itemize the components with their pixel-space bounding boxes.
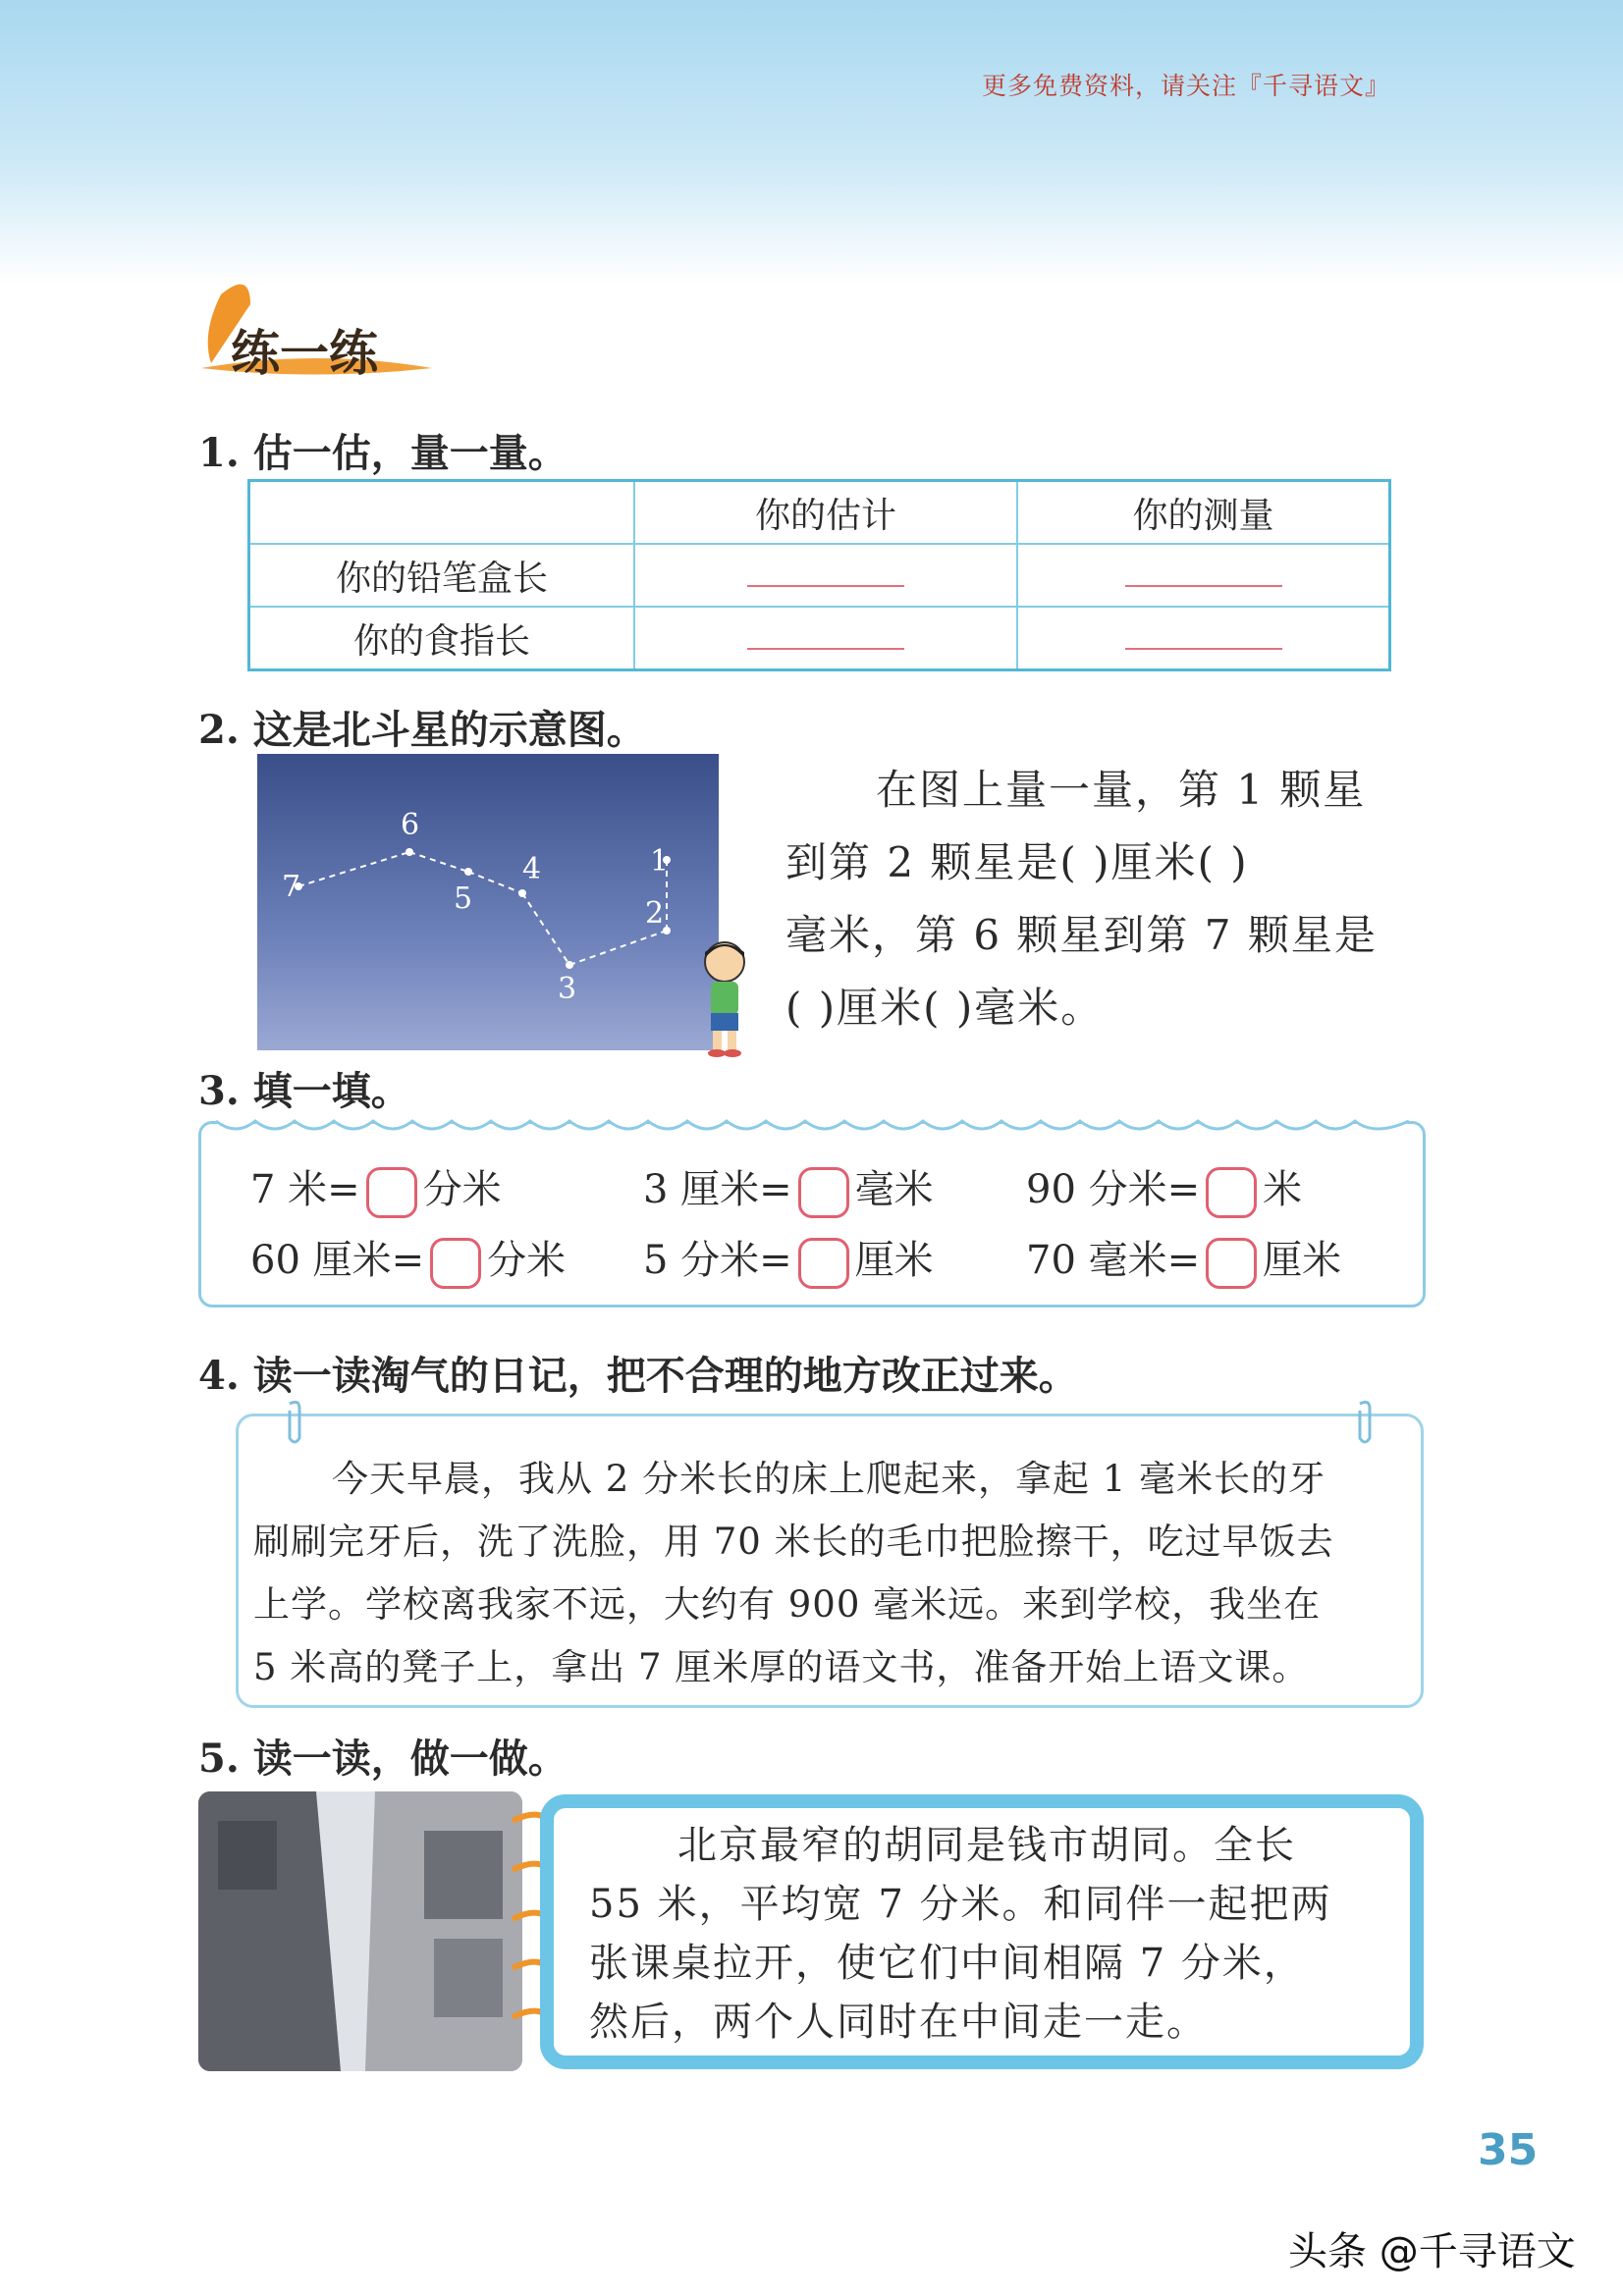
star-label: 1 xyxy=(650,844,670,879)
fill-in-unit: 米 xyxy=(1263,1167,1303,1212)
paper-clip-icon xyxy=(280,1399,309,1448)
table-header-cell: 你的测量 xyxy=(1017,481,1390,545)
fill-in-left: 5 分米= xyxy=(643,1238,792,1283)
fill-in-item xyxy=(250,1229,566,1289)
question-3-title xyxy=(198,1060,410,1116)
answer-box[interactable] xyxy=(1206,1238,1257,1289)
fill-in-left: 3 厘米= xyxy=(643,1167,792,1212)
fill-in-item xyxy=(250,1158,502,1218)
page-number: 35 xyxy=(1478,2125,1539,2175)
table-header-row xyxy=(249,481,1390,545)
answer-box[interactable] xyxy=(798,1167,849,1218)
question-2-line: 毫米，第 6 颗星到第 7 颗星是 xyxy=(785,911,1378,959)
answer-box[interactable] xyxy=(798,1238,849,1289)
fill-in-left: 90 分米= xyxy=(1026,1167,1201,1212)
note-line: 55 米，平均宽 7 分米。和同伴一起把两 xyxy=(589,1882,1332,1927)
section-heading: 练一练 xyxy=(231,325,378,382)
diary-line: 上学。学校离我家不远，大约有 900 毫米远。来到学校，我坐在 xyxy=(253,1583,1322,1626)
estimate-measure-table xyxy=(247,479,1391,671)
fill-in-unit: 分米 xyxy=(487,1238,567,1283)
hutong-alley-photo xyxy=(198,1791,522,2071)
question-2-line: 到第 2 颗星是( )厘米( ) xyxy=(785,838,1249,886)
fill-in-unit: 厘米 xyxy=(1263,1238,1342,1283)
question-3-number: 3. xyxy=(198,1068,240,1114)
star-label: 3 xyxy=(558,972,577,1006)
question-2-line: ( )厘米( )毫米。 xyxy=(785,984,1105,1032)
fill-in-unit: 分米 xyxy=(422,1167,502,1212)
question-1-title xyxy=(198,422,568,478)
table-row xyxy=(249,607,1390,670)
table-row xyxy=(249,544,1390,607)
question-5-text: 读一读，做一做。 xyxy=(252,1735,568,1782)
fill-in-item xyxy=(1026,1158,1302,1218)
question-1-number: 1. xyxy=(198,430,240,476)
question-2-title xyxy=(198,699,646,755)
fill-in-unit: 毫米 xyxy=(854,1167,934,1212)
fill-in-left: 70 毫米= xyxy=(1026,1238,1201,1283)
answer-box[interactable] xyxy=(430,1238,481,1289)
question-2-number: 2. xyxy=(198,707,240,753)
estimate-answer-blank[interactable] xyxy=(634,544,1017,607)
question-4-title xyxy=(198,1345,1078,1401)
question-3-text: 填一填。 xyxy=(252,1068,410,1114)
estimate-answer-blank[interactable] xyxy=(634,607,1017,670)
fill-in-item xyxy=(643,1158,934,1218)
note-line: 然后，两个人同时在中间走一走。 xyxy=(589,2000,1208,2045)
diary-text xyxy=(253,1448,1417,1699)
note-line: 北京最窄的胡同是钱市胡同。全长 xyxy=(677,1823,1296,1868)
question-2-paragraph xyxy=(785,754,1434,1044)
table-row-label: 你的食指长 xyxy=(249,607,635,670)
diary-line: 今天早晨，我从 2 分米长的床上爬起来，拿起 1 毫米长的牙 xyxy=(332,1458,1326,1500)
note-line: 张课桌拉开，使它们中间相隔 7 分米， xyxy=(589,1941,1305,1986)
page-header-band xyxy=(0,0,1623,285)
measure-answer-blank[interactable] xyxy=(1017,607,1390,670)
measure-answer-blank[interactable] xyxy=(1017,544,1390,607)
star-label: 7 xyxy=(282,870,301,904)
header-watermark: 更多免费资料，请关注『千寻语文』 xyxy=(982,72,1391,100)
question-5-title xyxy=(198,1728,568,1784)
question-1-text: 估一估，量一量。 xyxy=(252,430,568,476)
fill-in-item xyxy=(643,1229,934,1289)
alley-image xyxy=(198,1791,522,2071)
question-2-line: 在图上量一量，第 1 颗星 xyxy=(876,766,1367,814)
question-4-number: 4. xyxy=(198,1353,240,1399)
table-header-cell xyxy=(249,481,635,545)
answer-box[interactable] xyxy=(366,1167,417,1218)
question-5-number: 5. xyxy=(198,1735,240,1782)
diary-line: 5 米高的凳子上，拿出 7 厘米厚的语文书，准备开始上语文课。 xyxy=(253,1646,1310,1688)
star-label: 5 xyxy=(454,881,473,916)
paper-clip-icon xyxy=(1350,1399,1380,1448)
question-2-text: 这是北斗星的示意图。 xyxy=(252,707,646,753)
question-4-text: 读一读淘气的日记，把不合理的地方改正过来。 xyxy=(252,1353,1078,1399)
table-header-cell: 你的估计 xyxy=(634,481,1017,545)
star-label: 6 xyxy=(401,808,420,842)
star-label: 2 xyxy=(645,896,665,931)
reading-note-text xyxy=(589,1816,1404,2052)
answer-box[interactable] xyxy=(1206,1167,1257,1218)
big-dipper-diagram xyxy=(257,754,719,1050)
fill-in-left: 7 米= xyxy=(250,1167,360,1212)
table-row-label: 你的铅笔盒长 xyxy=(249,544,635,607)
diary-line: 刷刷完牙后，洗了洗脸，用 70 米长的毛巾把脸擦干，吃过早饭去 xyxy=(253,1521,1334,1563)
fill-box-scallop xyxy=(216,1111,1409,1137)
star-label: 4 xyxy=(522,852,542,886)
fill-in-item xyxy=(1026,1229,1341,1289)
fill-in-left: 60 厘米= xyxy=(250,1238,425,1283)
footer-watermark: 头条 @千寻语文 xyxy=(1288,2229,1576,2274)
boy-character-icon xyxy=(687,940,761,1058)
fill-in-unit: 厘米 xyxy=(854,1238,934,1283)
